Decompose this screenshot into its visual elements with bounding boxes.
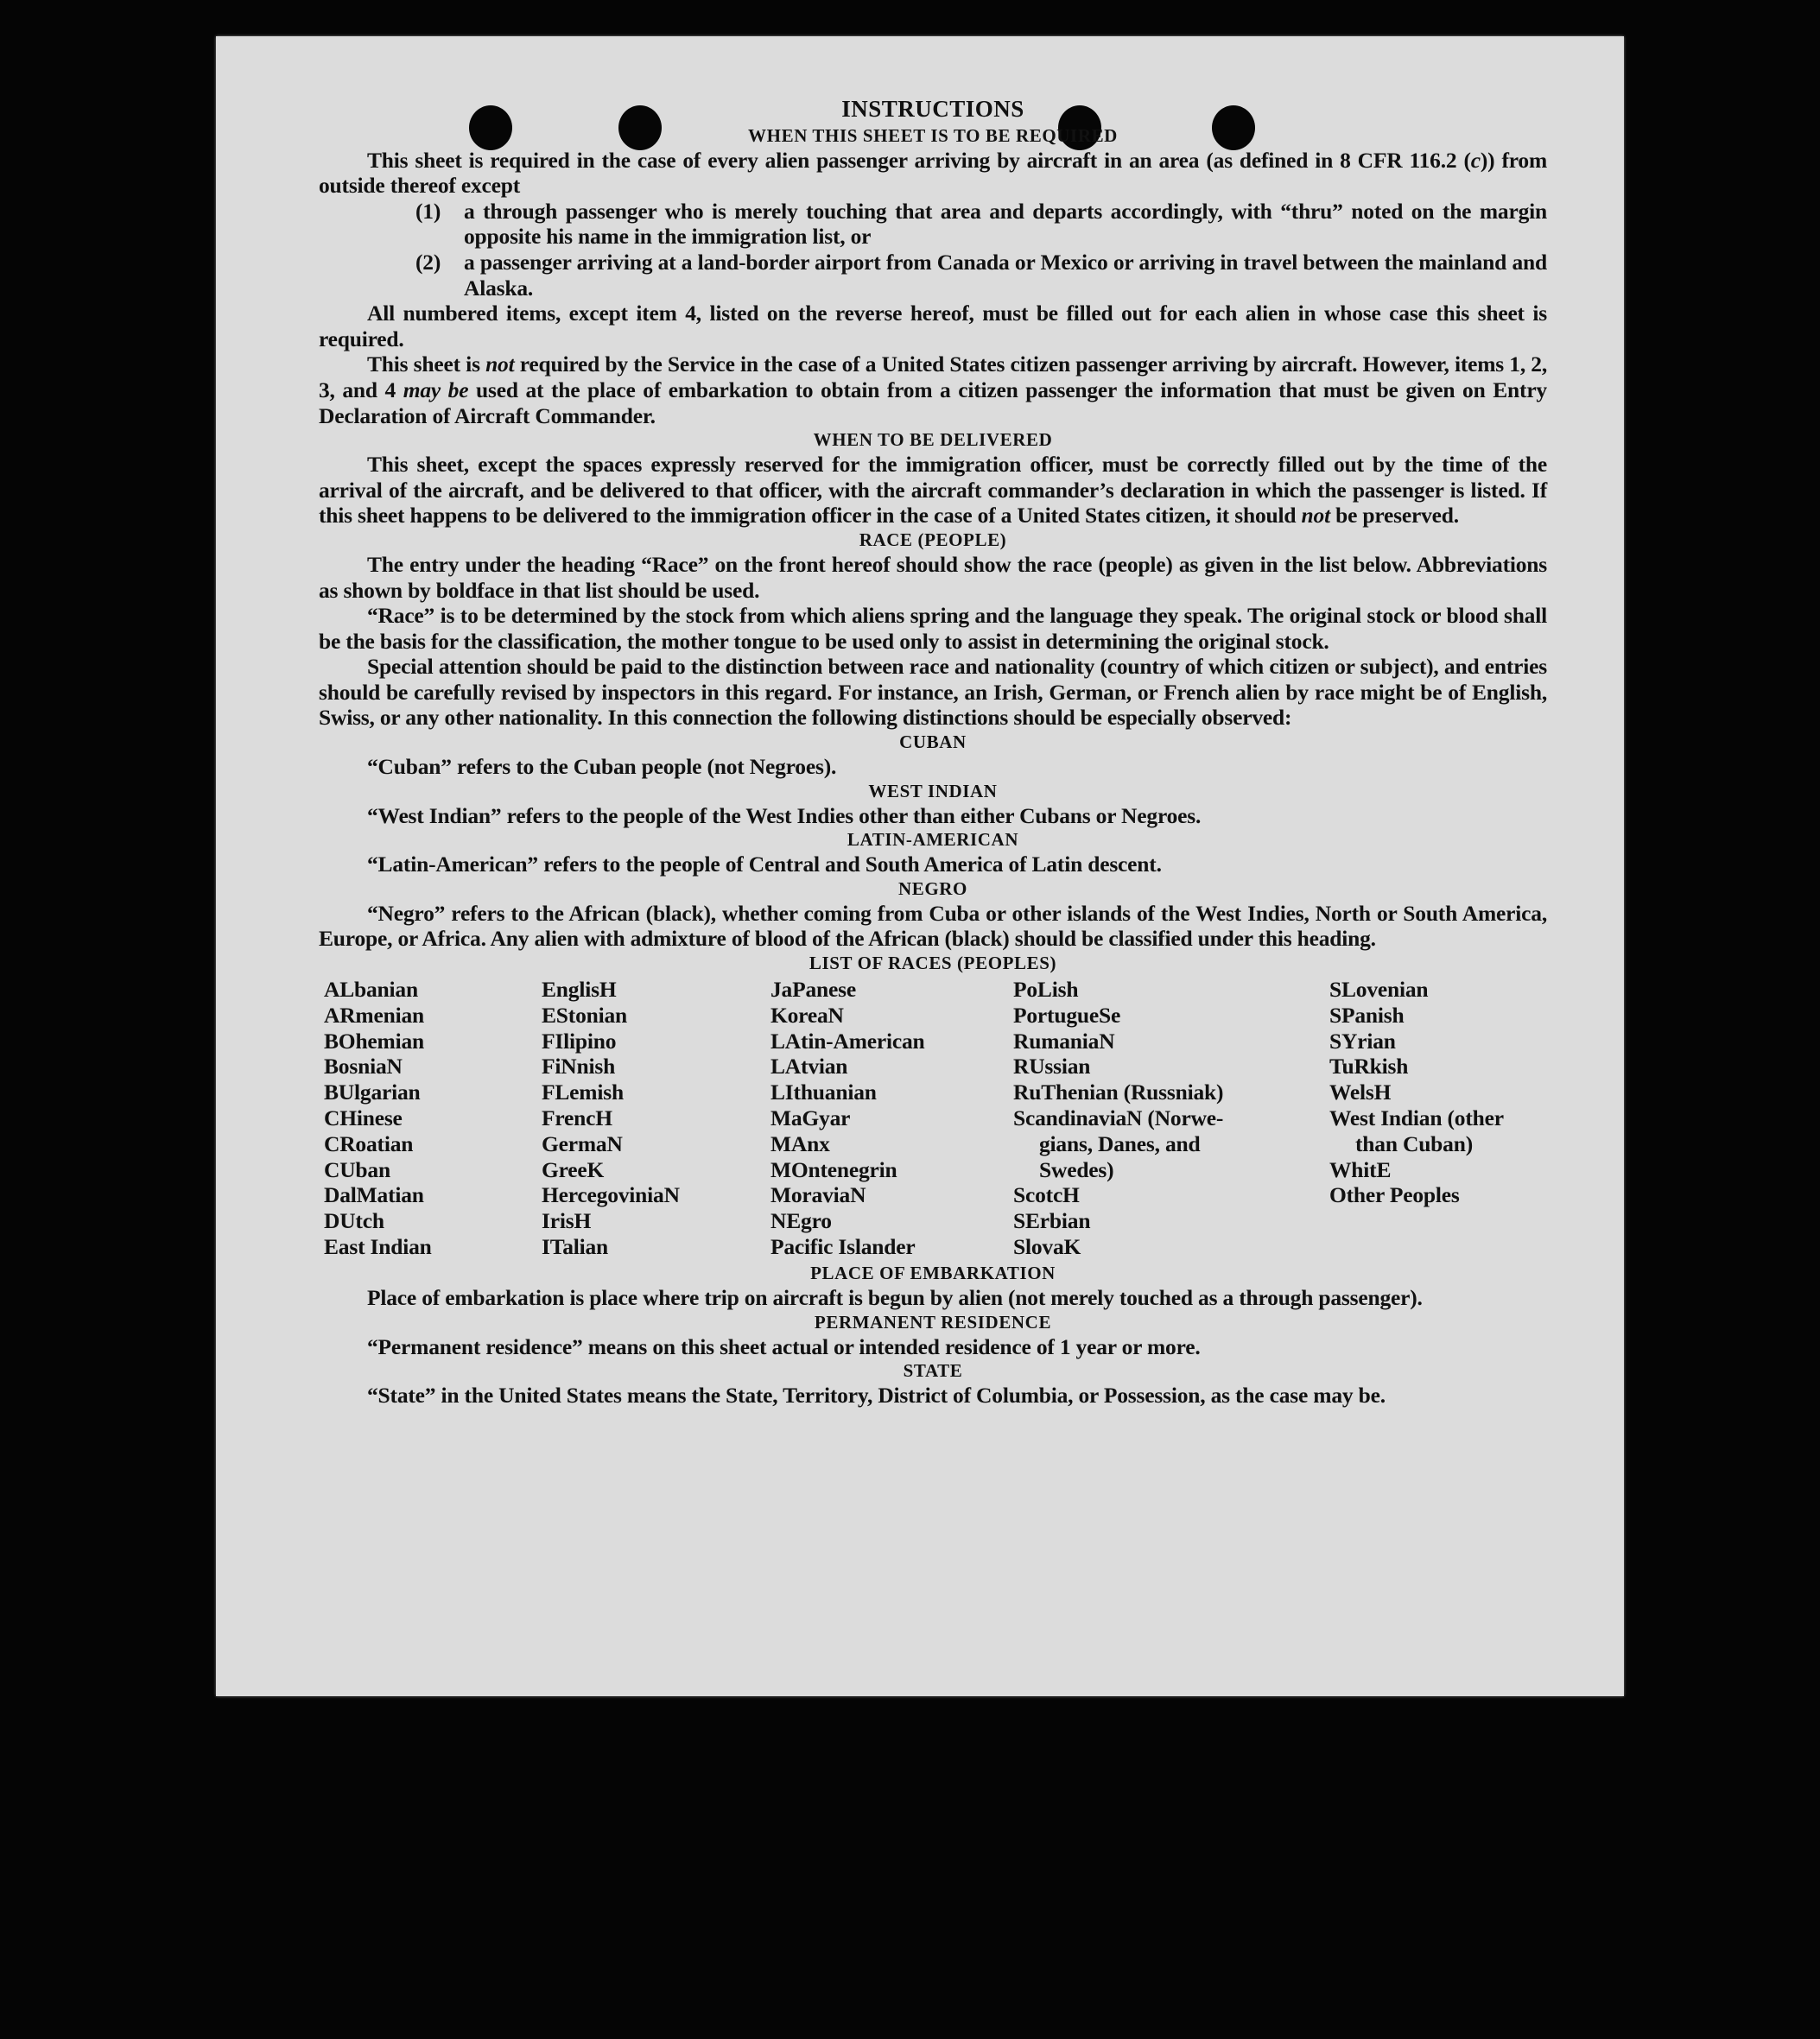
text: in that list should be used. <box>514 577 760 603</box>
race-entry: BOhemian <box>324 1028 425 1054</box>
race-entry: CHinese <box>324 1105 403 1131</box>
race-entry: FiNnish <box>542 1054 616 1080</box>
race-entry: MAnx <box>770 1130 830 1156</box>
text: not <box>485 351 515 377</box>
paragraph: “Cuban” refers to the Cuban people (not Negroes). <box>367 754 837 780</box>
instructions-content <box>319 97 1547 1409</box>
race-entry: PortugueSe <box>1013 1002 1121 1028</box>
paragraph <box>319 552 1547 603</box>
race-entry: ITalian <box>542 1234 609 1259</box>
race-entry: GermaN <box>542 1130 623 1156</box>
text: used at the place of embarkation to obtain from a citizen passenger the information that must be given on Entry Declaration of Aircraft Commander. <box>319 377 1547 428</box>
page-title: INSTRUCTIONS <box>841 96 1024 122</box>
races-column <box>324 977 432 1260</box>
text: not <box>1301 503 1330 529</box>
race-entry: Other Peoples <box>1329 1182 1460 1208</box>
race-entry: BUlgarian <box>324 1080 421 1105</box>
list-item <box>415 199 1547 250</box>
text: may be <box>403 377 469 402</box>
heading-negro: NEGRO <box>897 877 967 899</box>
race-entry: LIthuanian <box>770 1080 877 1105</box>
race-entry: gians, Danes, and <box>1039 1130 1201 1156</box>
race-entry: BosniaN <box>324 1054 403 1080</box>
race-entry: NEgro <box>770 1208 832 1234</box>
text: be preserved. <box>1329 503 1459 529</box>
races-column <box>542 977 680 1260</box>
race-entry: ALbanian <box>324 977 418 1003</box>
race-entry: SPanish <box>1329 1002 1405 1028</box>
paragraph: “Race” is to be determined by the stock from which aliens spring and the language they speak. The original stock or blood shall be the basis for the classification, the mother tongue to be used only to assist in determining the original stock. <box>319 603 1547 654</box>
race-entry: CRoatian <box>324 1130 414 1156</box>
heading-state: STATE <box>903 1360 963 1382</box>
paragraph: “West Indian” refers to the people of the West Indies other than either Cubans or Negroes. <box>367 802 1202 828</box>
race-entry: Pacific Islander <box>770 1234 916 1259</box>
paragraph: Place of embarkation is place where trip on aircraft is begun by alien (not merely touched as a through passenger). <box>367 1285 1423 1311</box>
race-entry: RumaniaN <box>1013 1028 1115 1054</box>
race-entry: SErbian <box>1013 1208 1091 1234</box>
paragraph: All numbered items, except item 4, listed on the reverse hereof, must be filled out for each alien in whose case this sheet is required. <box>319 301 1547 351</box>
race-entry: HercegoviniaN <box>542 1182 680 1208</box>
text: )) from outside thereof except <box>319 147 1547 199</box>
text: c <box>1470 147 1481 173</box>
paragraph: Special attention should be paid to the distinction between race and nationality (country of which citizen or subject), and entries should be carefully revised by inspectors in this regard. For instance, an Irish, German, or French alien by race might be of English, Swiss, or any other nationality. In this connection the following distinctions should be especially observed: <box>319 654 1547 731</box>
race-entry: West Indian (other <box>1329 1105 1504 1131</box>
race-entry: MaGyar <box>770 1105 851 1131</box>
paragraph: “Latin-American” refers to the people of Central and South America of Latin descent. <box>367 852 1162 877</box>
race-entry: Swedes) <box>1039 1156 1114 1182</box>
item-text: a through passenger who is merely touching that area and departs accordingly, with “thru” noted on the margin opposite his name in the immigration list, or <box>464 198 1547 250</box>
race-entry: RUssian <box>1013 1054 1091 1080</box>
paragraph: “Negro” refers to the African (black), whether coming from Cuba or other islands of the West Indies, North or South America, Europe, or Africa. Any alien with admixture of blood of the African (black) should be classified under this heading. <box>319 900 1547 952</box>
item-number: (2) <box>415 249 441 275</box>
race-entry: ScandinaviaN (Norwe- <box>1013 1105 1224 1131</box>
race-entry: CUban <box>324 1156 390 1182</box>
heading-list-of-races: LIST OF RACES (PEOPLES) <box>809 953 1057 974</box>
race-entry: PoLish <box>1013 977 1079 1003</box>
heading-when-required: WHEN THIS SHEET IS TO BE REQUIRED <box>748 124 1118 146</box>
race-entry: SLovenian <box>1329 977 1429 1003</box>
race-entry: TuRkish <box>1329 1054 1409 1080</box>
races-column <box>770 977 925 1260</box>
paragraph <box>319 351 1547 428</box>
race-entry: than Cuban) <box>1355 1130 1473 1156</box>
race-entry: KoreaN <box>770 1002 844 1028</box>
race-entry: LAtin-American <box>770 1028 925 1054</box>
heading-west-indian: WEST INDIAN <box>868 780 998 801</box>
race-entry: LAtvian <box>770 1054 848 1080</box>
heading-when-delivered: WHEN TO BE DELIVERED <box>813 429 1053 451</box>
text: The entry under the heading “Race” on the front hereof should show the race (people) as given in the list below. Abbreviations as shown by <box>319 551 1547 603</box>
race-entry: SlovaK <box>1013 1234 1081 1259</box>
text: boldface <box>435 577 515 603</box>
race-entry: MoraviaN <box>770 1182 866 1208</box>
paragraph <box>319 148 1547 199</box>
heading-latin-american: LATIN-AMERICAN <box>847 829 1019 851</box>
paragraph: “Permanent residence” means on this sheet actual or intended residence of 1 year or more. <box>367 1333 1201 1359</box>
race-entry: WelsH <box>1329 1080 1392 1105</box>
text: This sheet, except the spaces expressly reserved for the immigration officer, must be correctly filled out by the time of the arrival of the aircraft, and be delivered to that officer, with the aircraft commander’s declaration in which the passenger is listed. If this sheet happens to be delivered to the immigration officer in the case of a United States citizen, it should <box>319 452 1547 529</box>
race-entry: GreeK <box>542 1156 605 1182</box>
races-list <box>319 977 1547 1262</box>
item-text: a passenger arriving at a land-border airport from Canada or Mexico or arriving in travel between the mainland and Alaska. <box>464 249 1547 301</box>
race-entry: EStonian <box>542 1002 628 1028</box>
text: This sheet is <box>367 351 486 377</box>
text: required by the Service in the case of a United States citizen passenger arriving by aircraft. However, items 1, 2, 3, and 4 <box>319 351 1547 402</box>
race-entry: WhitE <box>1329 1156 1392 1182</box>
race-entry: DalMatian <box>324 1182 424 1208</box>
race-entry: EnglisH <box>542 977 617 1003</box>
list-item <box>415 250 1547 301</box>
race-entry: IrisH <box>542 1208 592 1234</box>
heading-embarkation: PLACE OF EMBARKATION <box>810 1263 1056 1284</box>
race-entry: RuThenian (Russniak) <box>1013 1080 1224 1105</box>
races-column <box>1329 977 1504 1208</box>
heading-race: RACE (PEOPLE) <box>859 529 1007 550</box>
race-entry: East Indian <box>324 1234 432 1259</box>
heading-cuban: CUBAN <box>899 731 967 753</box>
text: This sheet is required in the case of every alien passenger arriving by aircraft in an area (as defined in 8 CFR 116.2 ( <box>367 147 1471 173</box>
race-entry: JaPanese <box>770 977 856 1003</box>
paragraph: “State” in the United States means the State, Territory, District of Columbia, or Possession, as the case may be. <box>367 1383 1386 1409</box>
race-entry: FIlipino <box>542 1028 617 1054</box>
race-entry: FrencH <box>542 1105 612 1131</box>
item-number: (1) <box>415 198 441 224</box>
race-entry: FLemish <box>542 1080 624 1105</box>
race-entry: ARmenian <box>324 1002 424 1028</box>
heading-residence: PERMANENT RESIDENCE <box>814 1311 1052 1333</box>
races-column <box>1013 977 1223 1260</box>
paragraph <box>319 452 1547 529</box>
race-entry: ScotcH <box>1013 1182 1080 1208</box>
race-entry: DUtch <box>324 1208 384 1234</box>
race-entry: MOntenegrin <box>770 1156 897 1182</box>
race-entry: SYrian <box>1329 1028 1396 1054</box>
